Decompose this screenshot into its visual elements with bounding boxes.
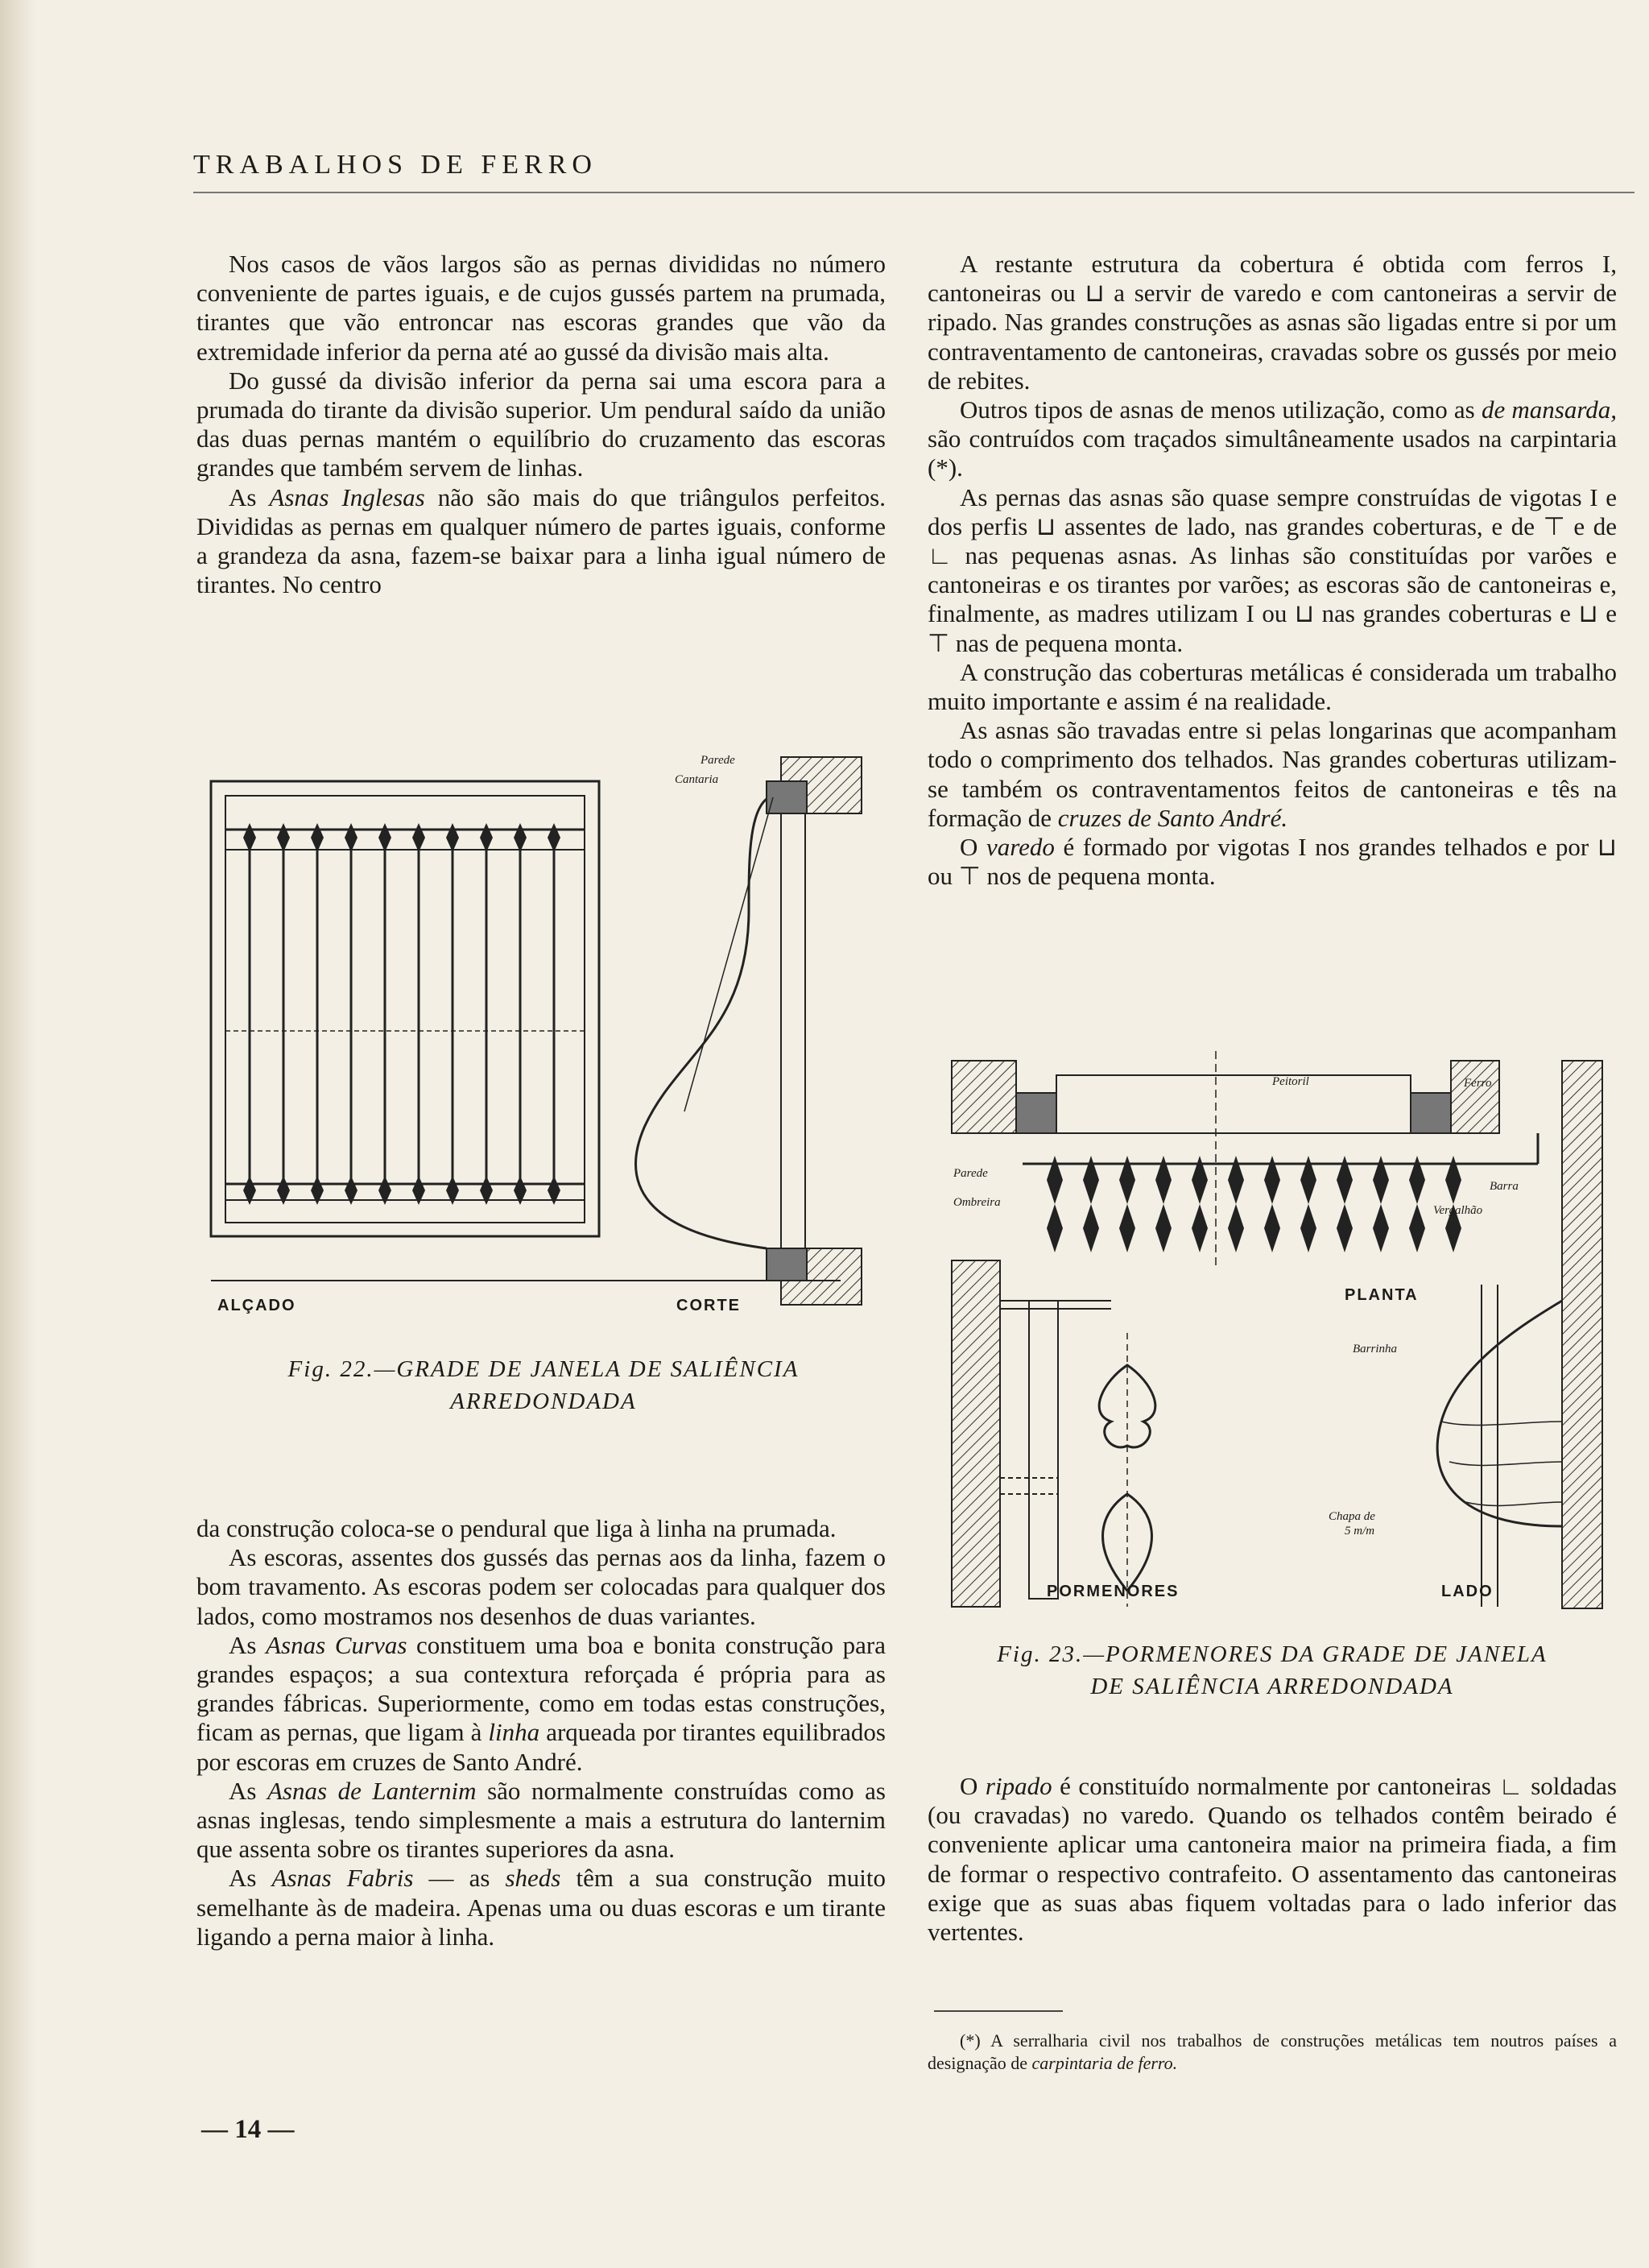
fig23-caption-line1: Fig. 23.—PORMENORES DA GRADE DE JANELA [997, 1641, 1548, 1667]
label-parede: Parede [701, 754, 735, 767]
label-ombreira: Ombreira [953, 1196, 1001, 1209]
label-parede: Parede [953, 1167, 988, 1180]
paragraph: As asnas são travadas entre si pelas longarinas que acompanham todo o comprimento dos telhados. Nas grandes coberturas utilizam-se também os contraventamentos feitos de cantoneiras e tês na formação de cruzes de Santo André. [928, 716, 1617, 832]
paragraph: As Asnas Fabris — as sheds têm a sua construção muito semelhante às de madeira. Apenas uma ou duas escoras e um tirante ligando a perna maior à linha. [196, 1864, 886, 1951]
figure-22 [193, 749, 886, 1434]
label-cantaria: Cantaria [675, 773, 719, 786]
label-planta: PLANTA [1345, 1286, 1419, 1304]
paragraph: As pernas das asnas são quase sempre construídas de vigotas I e dos perfis ⊔ assentes de lado, nas grandes coberturas, e de ⊤ e de ∟ nas pequenas asnas. As linhas são constituídas por varões e cantoneiras e os tirantes por varões; as escoras são de cantoneiras e, finalmente, as madres utilizam I ou ⊔ nas grandes coberturas e ⊔ e ⊤ nas de pequena monta. [928, 482, 1617, 657]
fig22-caption [201, 1353, 886, 1418]
paragraph: A restante estrutura da cobertura é obtida com ferros I, cantoneiras ou ⊔ a servir de varedo e com cantoneiras a servir de ripado. Nas grandes construções as asnas são ligadas entre si por um contraventamento de cantoneiras, cravadas sobre os gussés por meio de rebites. [928, 250, 1617, 395]
term: sheds [505, 1864, 561, 1893]
term: ripado [985, 1772, 1052, 1800]
label-peitoril: Peitoril [1272, 1075, 1309, 1088]
paragraph: O varedo é formado por vigotas I nos grandes telhados e por ⊔ ou ⊤ nos de pequena monta. [928, 833, 1617, 891]
paragraph: Outros tipos de asnas de menos utilização, como as de mansarda, são contruídos com traçados simultâneamente usados na carpintaria (*). [928, 395, 1618, 482]
term: cruzes de Santo André. [1057, 803, 1288, 832]
side-view [1437, 1285, 1562, 1607]
term: Asnas Curvas [266, 1630, 407, 1659]
paragraph: Nos casos de vãos largos são as pernas divididas no número conveniente de partes iguais, e de cujos gussés partem na prumada, tirantes que vão entroncar nas escoras grandes que vão da extremidade inferior da perna até ao gussé da divisão mais alta. [196, 250, 886, 366]
left-column-top [196, 250, 886, 599]
paragraph: Do gussé da divisão inferior da perna sai uma escora para a prumada do tirante da divisão superior. Um pendural saído da união das duas pernas mantém o equilíbrio do cruzamento das escoras grandes que também servem de linhas. [196, 366, 886, 482]
label-lado: LADO [1441, 1583, 1494, 1600]
label-corte: CORTE [676, 1297, 741, 1314]
term: linha [488, 1718, 540, 1747]
paragraph: As escoras, assentes dos gussés das pernas aos da linha, fazem o bom travamento. As escoras podem ser colocadas para qualquer dos lados, como mostramos nos desenhos de duas variantes. [196, 1543, 886, 1630]
page-number: — 14 — [201, 2115, 295, 2144]
fig22-drawing [193, 749, 886, 1329]
term: Asnas de Lanternim [267, 1776, 477, 1805]
plan-view [952, 1051, 1602, 1608]
label-chapa: Chapa de [1329, 1510, 1375, 1523]
fig22-caption-line2: ARREDONDADA [450, 1389, 637, 1414]
term: varedo [986, 833, 1055, 862]
label-chapa-dim: 5 m/m [1345, 1525, 1375, 1538]
fig23-caption-line2: DE SALIÊNCIA ARREDONDADA [1090, 1674, 1454, 1699]
detail-view [952, 1260, 1155, 1607]
label-barra: Barra [1490, 1180, 1519, 1193]
term: Asnas Inglesas [269, 482, 425, 511]
elevation-view [211, 781, 599, 1236]
paragraph: A construção das coberturas metálicas é considerada um trabalho muito importante e assim é na realidade. [928, 657, 1617, 716]
footnote: (*) A serralharia civil nos trabalhos de construções metálicas tem noutros países a designação de carpintaria de ferro. [928, 2030, 1617, 2073]
fig23-caption [934, 1638, 1610, 1703]
paragraph: O ripado é constituído normalmente por cantoneiras ∟ soldadas (ou cravadas) no varedo. Quando os telhados contêm beirado é conveniente aplicar uma cantoneira maior na primeira fiada, a fim de formar o respectivo contrafeito. O assentamento das cantoneiras exige que as suas abas fiquem voltadas para o lado inferior das vertentes. [928, 1772, 1617, 1947]
section-view [636, 757, 862, 1305]
label-alcado: ALÇADO [217, 1297, 296, 1314]
left-column-bottom [196, 1514, 886, 1951]
figure-23 [942, 1043, 1610, 1623]
paragraph: da construção coloca-se o pendural que liga à linha na prumada. [196, 1514, 837, 1542]
header-rule [193, 192, 1635, 193]
label-barrinha: Barrinha [1353, 1343, 1398, 1355]
paragraph: As Asnas Curvas constituem uma boa e bonita construção para grandes espaços; a sua contextura reforçada é própria para as grandes fábricas. Superiormente, como em todas estas construções, ficam as pernas, que ligam à linha arqueada por tirantes equilibrados por escoras em cruzes de Santo André. [196, 1630, 886, 1776]
running-title: TRABALHOS DE FERRO [193, 150, 597, 180]
footnote-rule [934, 2010, 1063, 2012]
fig22-caption-line1: Fig. 22.—GRADE DE JANELA DE SALIÊNCIA [287, 1356, 800, 1382]
page-edge [0, 0, 35, 2268]
label-ferro: Ferro [1464, 1077, 1492, 1090]
fig23-drawing [942, 1043, 1610, 1615]
right-column-bottom [928, 1772, 1617, 1947]
label-pormenores: PORMENORES [1047, 1583, 1180, 1600]
term: carpintaria de ferro. [1031, 2053, 1178, 2073]
term: de mansarda, [1481, 395, 1618, 424]
paragraph: As Asnas de Lanternim são normalmente construídas como as asnas inglesas, tendo simplesmente a mais a estrutura do lanternim que assenta sobre os tirantes superiores da asna. [196, 1776, 886, 1864]
label-vergalhao: Vergalhão [1433, 1204, 1483, 1217]
right-column-top [928, 250, 1617, 891]
paragraph: As Asnas Inglesas não são mais do que triângulos perfeitos. Divididas as pernas em qualquer número de partes iguais, conforme a grandeza da asna, fazem-se baixar para a linha igual número de tirantes. No centro [196, 482, 886, 599]
term: Asnas Fabris [271, 1864, 414, 1893]
